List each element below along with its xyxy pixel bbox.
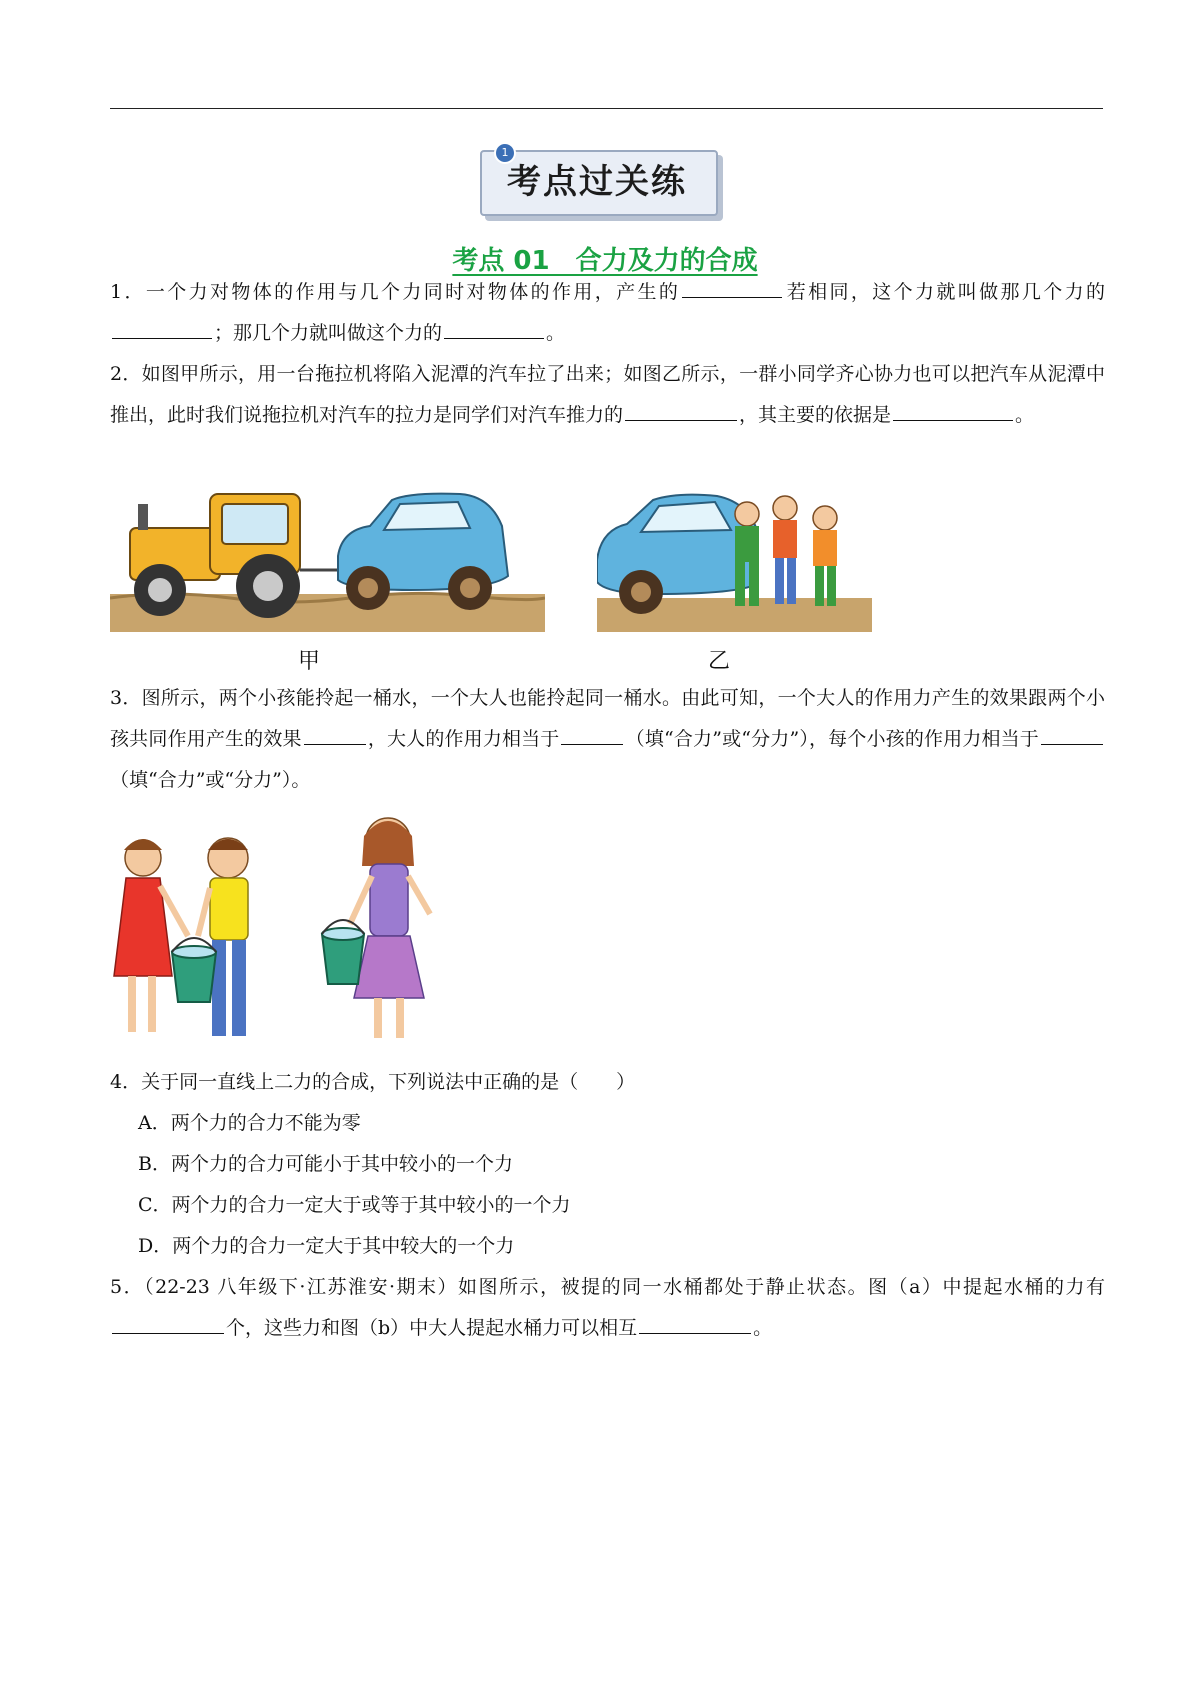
q4-option-d[interactable]: D．两个力的合力一定大于其中较大的一个力 xyxy=(138,1235,515,1257)
figure-tractor-pulling-car xyxy=(110,486,545,632)
pushing-children xyxy=(735,496,837,606)
q2-text-1: 2．如图甲所示，用一台拖拉机将陷入泥潭的汽车拉了出来；如图乙所示，一群小同学齐心协力也可以把汽车从泥潭中推出，此时我们说拖拉机对汽车的拉力是同学们对汽车推力的 xyxy=(110,363,1105,426)
question-1 xyxy=(110,272,1105,354)
q1-text-1: 1．一个力对物体的作用与几个力同时对物体的作用，产生的 xyxy=(110,281,681,303)
q1-text-2: 若相同，这个力就叫做那几个力的 xyxy=(784,281,1105,303)
header-rule xyxy=(110,108,1103,109)
q1-blank-2[interactable] xyxy=(112,314,212,339)
bucket-woman xyxy=(322,920,364,984)
q5-text-2: 个，这些力和图（b）中大人提起水桶力可以相互 xyxy=(226,1317,638,1339)
figure-caption-a: 甲 xyxy=(298,649,321,674)
banner-title: 考点过关练 xyxy=(507,162,687,202)
q3-text-2: ，大人的作用力相当于 xyxy=(367,728,560,750)
q2-text-2: ，其主要的依据是 xyxy=(739,404,892,426)
section-title: 考点 01 合力及力的合成 xyxy=(452,246,758,276)
q1-text-3: ；那几个力就叫做这个力的 xyxy=(214,322,443,344)
question-3 xyxy=(110,678,1105,801)
q1-blank-1[interactable] xyxy=(682,273,782,298)
q4-option-b[interactable]: B．两个力的合力可能小于其中较小的一个力 xyxy=(138,1153,513,1175)
question-2 xyxy=(110,354,1105,436)
figure-caption-b: 乙 xyxy=(708,649,731,674)
section-banner xyxy=(480,146,720,218)
q3-blank-1[interactable] xyxy=(304,720,366,745)
figure-children-pushing-car xyxy=(597,486,872,632)
q3-blank-3[interactable] xyxy=(1041,720,1103,745)
q4-option-c[interactable]: C．两个力的合力一定大于或等于其中较小的一个力 xyxy=(138,1194,571,1216)
q5-blank-1[interactable] xyxy=(112,1309,224,1334)
boy xyxy=(198,838,248,1036)
figure-bucket-lifting xyxy=(110,806,480,1046)
q5-text-1: 5．（22-23 八年级下·江苏淮安·期末）如图所示，被提的同一水桶都处于静止状态。图（a）中提起水桶的力有 xyxy=(110,1276,1105,1298)
woman xyxy=(350,818,430,1038)
q2-text-3: 。 xyxy=(1015,404,1035,426)
girl xyxy=(114,839,188,1032)
bucket-shared xyxy=(172,938,216,1002)
q1-blank-3[interactable] xyxy=(444,314,544,339)
q5-text-3: 。 xyxy=(753,1317,773,1339)
banner-badge: 1 xyxy=(494,142,516,164)
q3-text-1: 3．图所示，两个小孩能拎起一桶水，一个大人也能拎起同一桶水。由此可知，一个大人的作用力产生的效果跟两个小孩共同作用产生的效果 xyxy=(110,687,1105,750)
q2-blank-2[interactable] xyxy=(893,396,1013,421)
q1-text-4: 。 xyxy=(546,322,566,344)
q5-blank-2[interactable] xyxy=(639,1309,751,1334)
question-5 xyxy=(110,1267,1105,1349)
question-4-stem: 4．关于同一直线上二力的合成，下列说法中正确的是（ ） xyxy=(110,1071,636,1093)
q3-text-4: （填“合力”或“分力”）。 xyxy=(110,769,311,791)
car-pushed xyxy=(597,495,757,614)
q4-option-a[interactable]: A．两个力的合力不能为零 xyxy=(138,1112,361,1134)
q3-blank-2[interactable] xyxy=(561,720,623,745)
q2-blank-1[interactable] xyxy=(625,396,737,421)
q3-text-3: （填“合力”或“分力”），每个小孩的作用力相当于 xyxy=(625,728,1039,750)
